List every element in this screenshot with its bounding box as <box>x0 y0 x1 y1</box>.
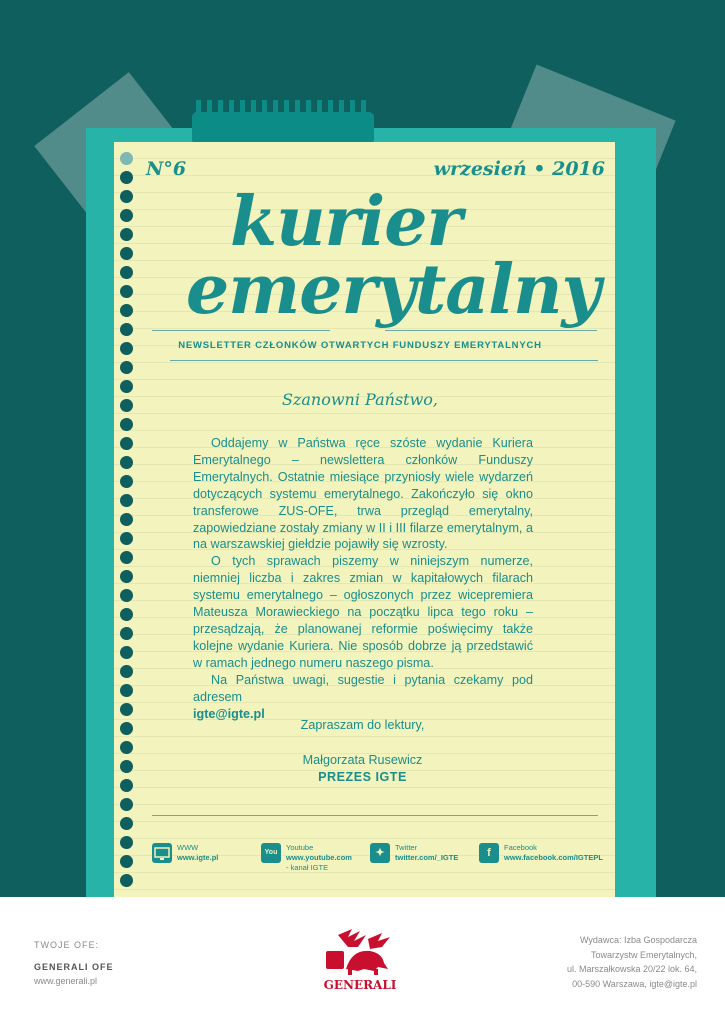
binder-hole <box>120 646 133 659</box>
binder-hole <box>120 817 133 830</box>
binder-hole <box>120 608 133 621</box>
binder-holes <box>120 152 134 892</box>
binder-hole <box>120 323 133 336</box>
generali-logo <box>318 925 402 995</box>
logo-wordmark: GENERALI <box>323 978 397 992</box>
binder-hole <box>120 266 133 279</box>
binder-hole <box>120 551 133 564</box>
greeting: Szanowni Państwo, <box>281 390 438 409</box>
closing: Zapraszam do lektury, <box>300 718 425 732</box>
binder-hole <box>120 247 133 260</box>
binder-hole <box>120 418 133 431</box>
binder-hole <box>120 874 133 887</box>
binder-hole <box>120 836 133 849</box>
contact-twitter-label: Twitter <box>395 843 418 852</box>
issue-number: N°6 <box>146 158 187 180</box>
binder-hole <box>120 456 133 469</box>
binder-hole <box>120 570 133 583</box>
binder-hole <box>120 722 133 735</box>
binder-hole <box>120 190 133 203</box>
binder-hole <box>120 475 133 488</box>
paragraph-1: Oddajemy w Państwa ręce szóste wydanie Kuriera Emerytalnego – newslettera członków Funduszy Emerytalnych. Ostatnie miesiące przyniosły wiele wydarzeń dotyczących systemu emerytalnego. Zakończyło się okno transferowe ZUS-OFE, trwa przegląd emerytalny, zapowiedziane zostały zmiany w II i III filarze emerytalnym, a na warszawskiej giełdzie pojawiły się wzrosty. <box>193 436 533 552</box>
binder-hole <box>120 171 133 184</box>
binder-hole <box>120 152 133 165</box>
contact-youtube-link[interactable]: www.youtube.com <box>286 853 352 862</box>
contact-youtube-extra: - kanał IGTE <box>286 863 329 872</box>
binder-hole <box>120 665 133 678</box>
binder-hole <box>120 627 133 640</box>
facebook-icon: f <box>479 843 499 863</box>
binder-hole <box>120 285 133 298</box>
youtube-icon: You <box>261 843 281 863</box>
binder-hole <box>120 494 133 507</box>
divider-right <box>385 330 597 331</box>
letter-body <box>193 435 533 722</box>
contact-email-link[interactable]: igte@igte.pl <box>193 706 265 721</box>
contact-youtube-label: Youtube <box>286 843 314 852</box>
binder-hole <box>120 228 133 241</box>
binder-hole <box>120 855 133 868</box>
twitter-icon: ✦ <box>370 843 390 863</box>
footer-ofe-name: GENERALI OFE <box>34 962 114 972</box>
publisher-line-3: ul. Marszałkowska 20/22 lok. 64, <box>566 964 697 974</box>
divider-under-subtitle <box>170 360 598 361</box>
binder-hole <box>120 760 133 773</box>
contact-twitter-link[interactable]: twitter.com/_IGTE <box>395 853 459 862</box>
binder-hole <box>120 779 133 792</box>
binder-hole <box>120 437 133 450</box>
signature-title: PREZES IGTE <box>318 770 407 784</box>
subtitle: NEWSLETTER CZŁONKÓW OTWARTYCH FUNDUSZY EMERYTALNYCH <box>178 340 542 351</box>
binder-hole <box>120 304 133 317</box>
contact-facebook-link[interactable]: www.facebook.com/IGTEPL <box>504 853 603 862</box>
publisher-line-4: 00-590 Warszawa, igte@igte.pl <box>572 978 697 989</box>
publisher-line-2: Towarzystw Emerytalnych, <box>590 949 697 960</box>
contact-www-link[interactable]: www.igte.pl <box>177 853 219 862</box>
divider-footer <box>152 815 598 816</box>
paragraph-3 <box>193 672 533 723</box>
binder-hole <box>120 589 133 602</box>
binder-hole <box>120 532 133 545</box>
binder-hole <box>120 798 133 811</box>
binder-hole <box>120 684 133 697</box>
binder-hole <box>120 741 133 754</box>
paragraph-2: O tych sprawach piszemy w niniejszym numerze, niemniej liczba i zakres zmian w kapitałowych filarach systemu emerytalnego – ogłoszonych przez wicepremiera Mateusza Morawieckiego na początku lipca tego roku – przesądzają, że planowanej reformie poświęcimy także kolejne wydanie Kuriera. Nie sposób dobrze ją przedstawić w ramach jednego numeru naszego pisma. <box>193 554 533 670</box>
binder-hole <box>120 380 133 393</box>
paragraph-3-text: Na Państwa uwagi, sugestie i pytania czekamy pod adresem <box>193 672 533 704</box>
monitor-icon <box>152 843 172 863</box>
paper-clip <box>192 112 374 142</box>
binder-hole <box>120 399 133 412</box>
title-line-2: emerytalny <box>186 250 601 330</box>
publisher-info <box>457 933 697 991</box>
binder-hole <box>120 209 133 222</box>
binder-hole <box>120 342 133 355</box>
divider-left <box>152 330 330 331</box>
footer-ofe-label: TWOJE OFE: <box>34 940 99 950</box>
contact-facebook-label: Facebook <box>504 843 537 852</box>
issue-date: wrzesień • 2016 <box>433 158 605 180</box>
title-line-1: kurier <box>230 182 462 262</box>
binder-hole <box>120 513 133 526</box>
contact-www-label: WWW <box>177 843 199 852</box>
binder-hole <box>120 703 133 716</box>
footer-ofe-url[interactable]: www.generali.pl <box>34 976 98 986</box>
signature-name: Małgorzata Rusewicz <box>302 753 423 767</box>
publisher-line-1: Wydawca: Izba Gospodarcza <box>580 935 697 945</box>
binder-hole <box>120 361 133 374</box>
